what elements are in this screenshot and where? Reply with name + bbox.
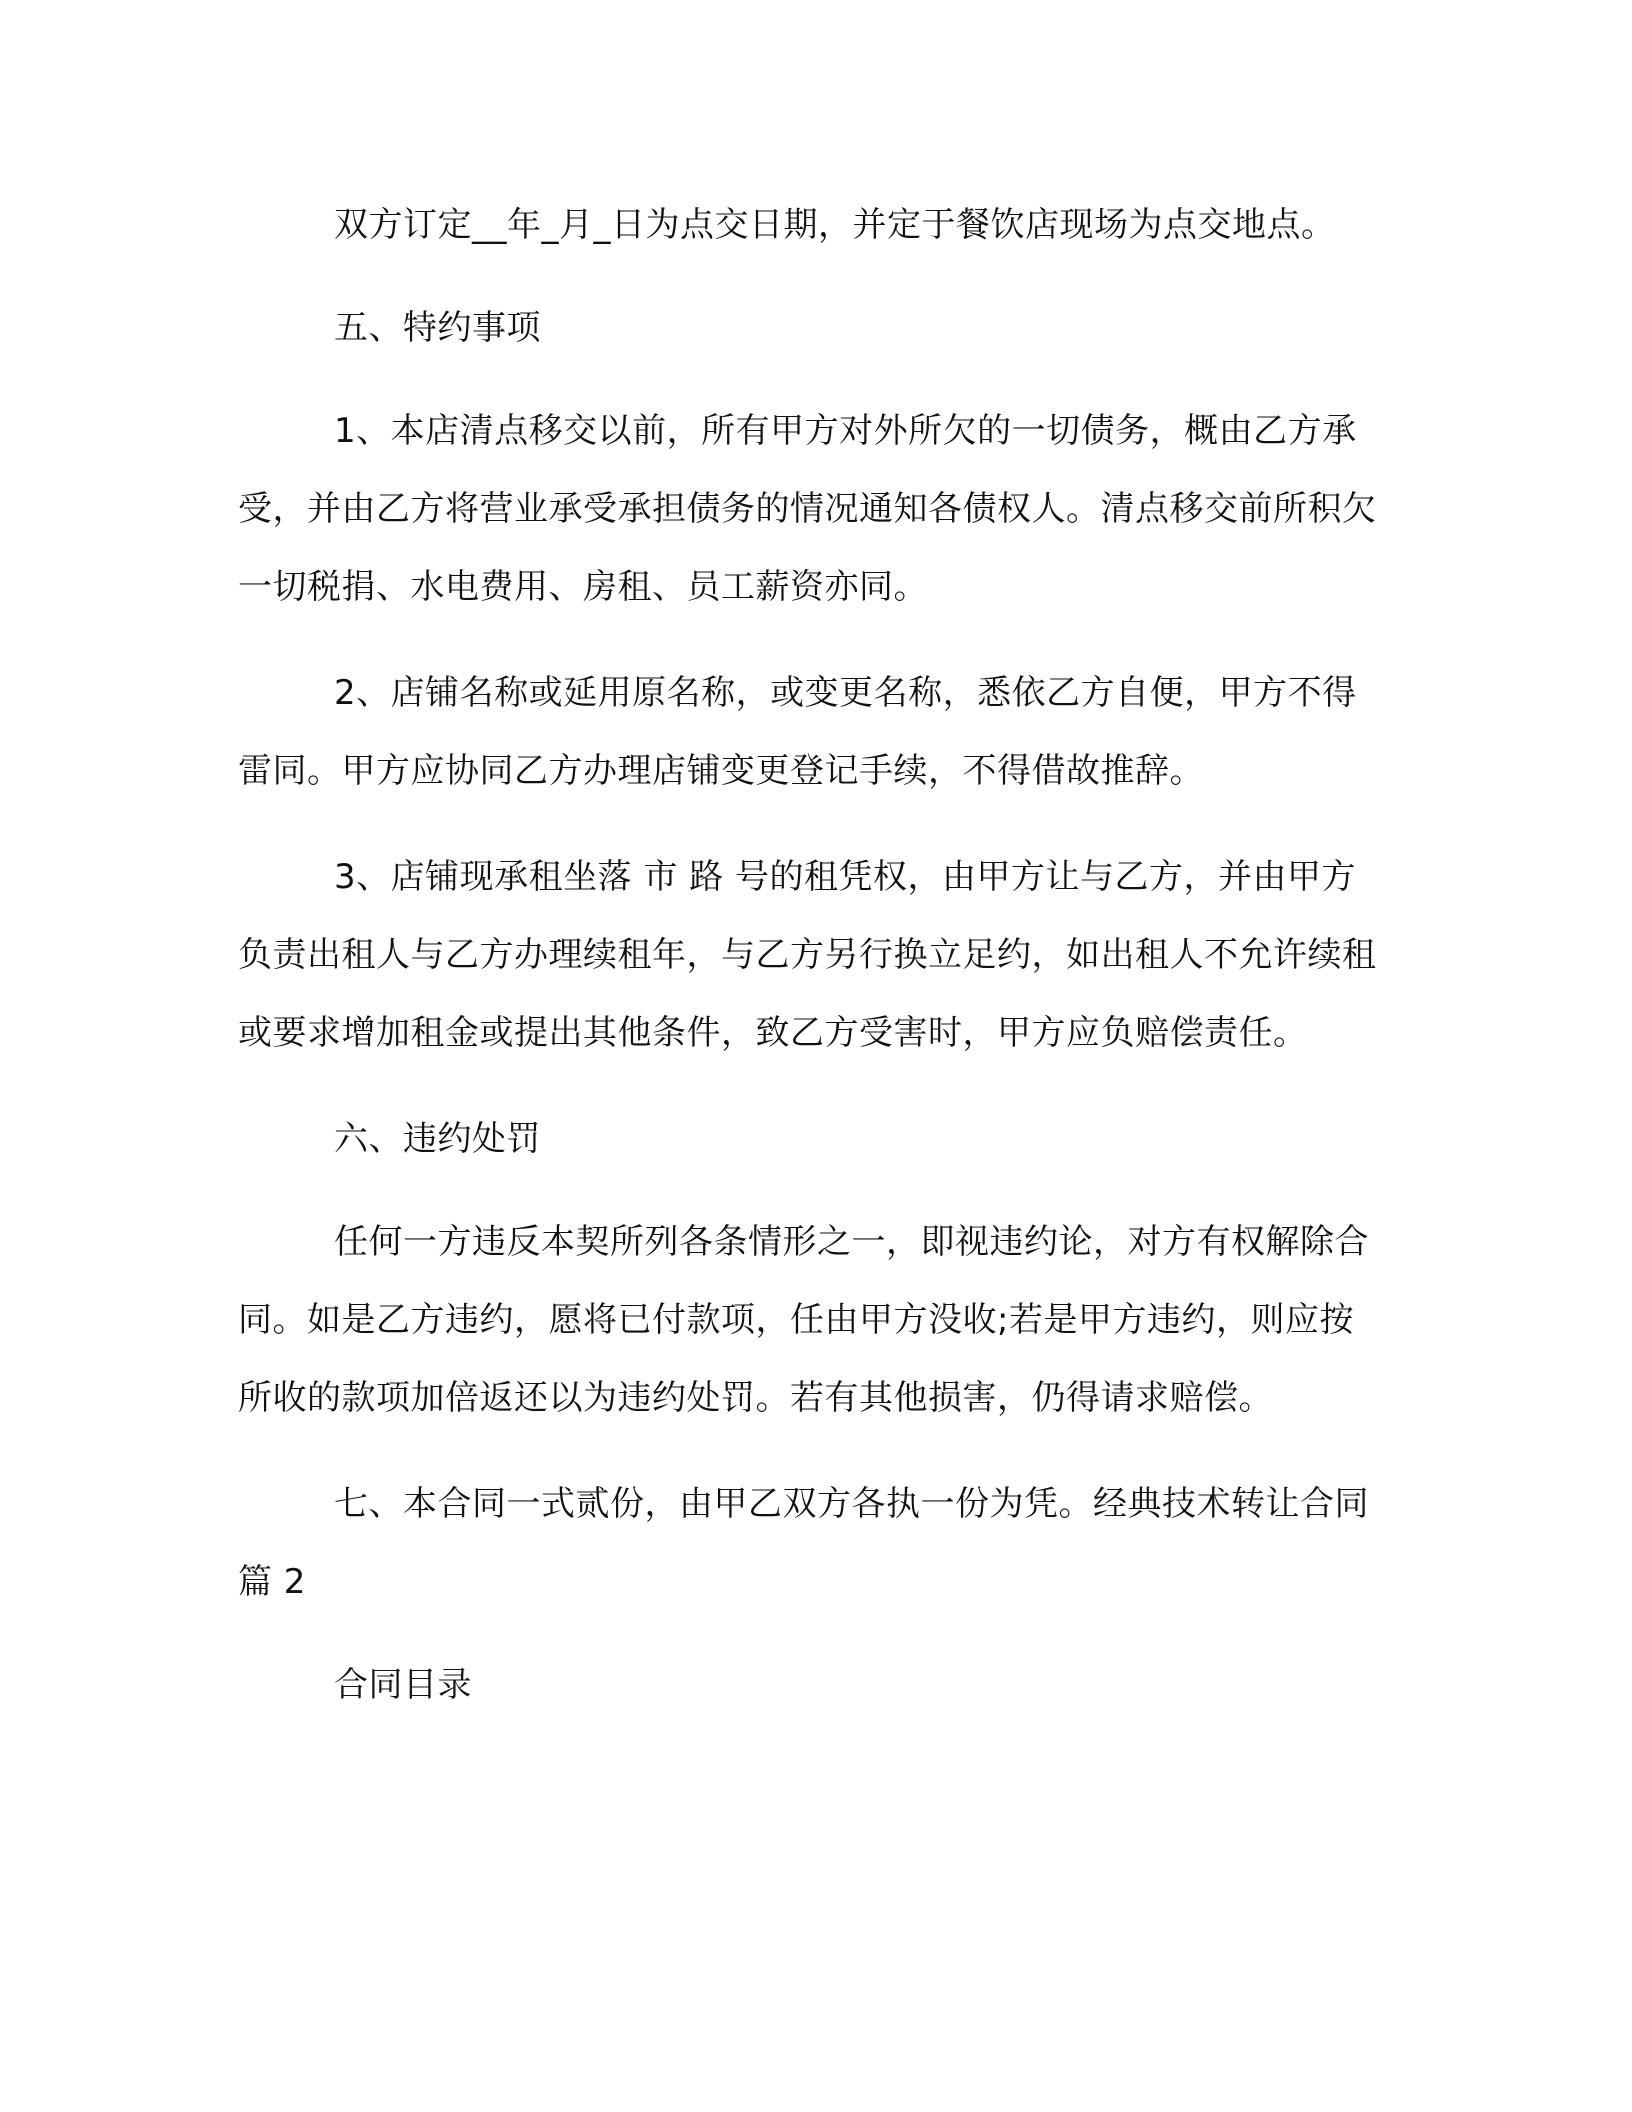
document-body (238, 186, 1388, 1724)
clause-3-paragraph: 3、店铺现承租坐落 市 路 号的租凭权，由甲方让与乙方，并由甲方负责出租人与乙方办理续租年，与乙方另行换立足约，如出租人不允许续租或要求增加租金或提出其他条件，致乙方受害时，甲方应负赔偿责任。 (238, 857, 1377, 1053)
clause-2-paragraph: 2、店铺名称或延用原名称，或变更名称，悉依乙方自便，甲方不得雷同。甲方应协同乙方办理店铺变更登记手续，不得借故推辞。 (238, 673, 1357, 791)
clause-1-paragraph: 1、本店清点移交以前，所有甲方对外所欠的一切债务，概由乙方承受，并由乙方将营业承受承担债务的情况通知各债权人。清点移交前所积欠一切税捐、水电费用、房租、员工薪资亦同。 (238, 411, 1377, 607)
contract-contents-heading: 合同目录 (334, 1665, 472, 1705)
section-seven-paragraph: 七、本合同一式贰份，由甲乙双方各执一份为凭。经典技术转让合同 篇 2 (238, 1484, 1369, 1602)
breach-penalty-paragraph: 任何一方违反本契所列各条情形之一，即视违约论，对方有权解除合同。如是乙方违约，愿将已付款项，任由甲方没收;若是甲方违约，则应按所收的款项加倍返还以为违约处罚。若有其他损害，仍得请求赔偿。 (238, 1222, 1369, 1418)
handover-date-paragraph: 双方订定__年_月_日为点交日期，并定于餐饮店现场为点交地点。 (334, 205, 1336, 245)
section-heading-breach-penalty: 六、违约处罚 (334, 1119, 541, 1159)
section-heading-special-terms: 五、特约事项 (334, 308, 541, 348)
